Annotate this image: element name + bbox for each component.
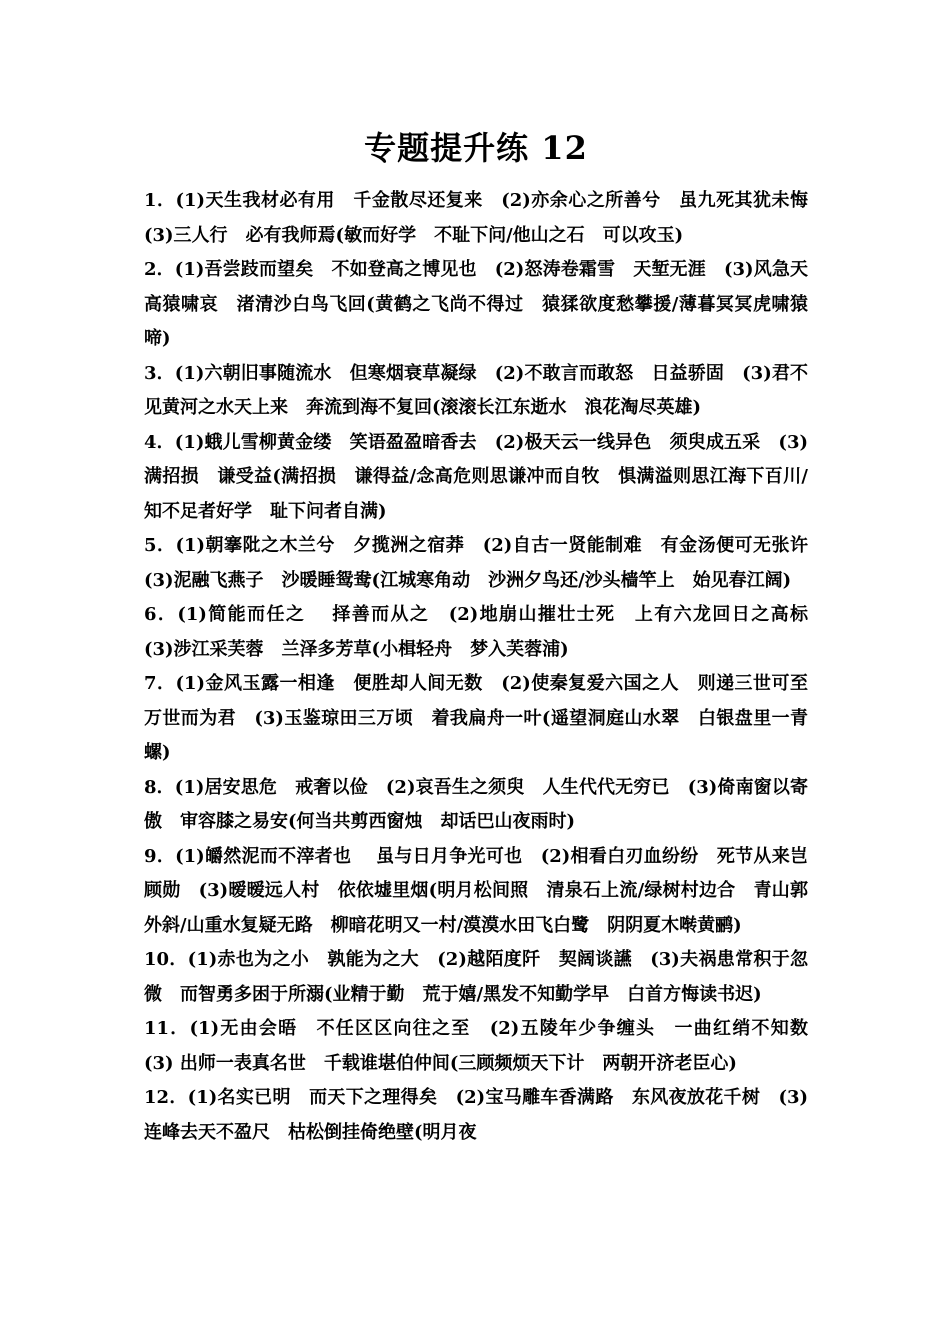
page-title: 专题提升练 12 xyxy=(364,129,588,167)
answer-item-2: 2．(1)吾尝跂而望矣 不如登高之博见也 (2)怒涛卷霜雪 天堑无涯 (3)风急天高猿啸哀 渚清沙白鸟飞回(黄鹤之飞尚不得过 猿猱欲度愁攀援/薄暮冥冥虎啸猿啼) xyxy=(144,259,808,349)
answer-item-4: 4．(1)蛾儿雪柳黄金缕 笑语盈盈暗香去 (2)极天云一线异色 须臾成五采 (3)满招损 谦受益(满招损 谦得益/念高危则思谦冲而自牧 惧满溢则思江海下百川/知不足者好学 耻下问者自满) xyxy=(144,431,808,522)
answer-item-1: 1．(1)天生我材必有用 千金散尽还复来 (2)亦余心之所善兮 虽九死其犹未悔 (3)三人行 必有我师焉(敏而好学 不耻下问/他山之石 可以攻玉) xyxy=(144,190,826,246)
document-page xyxy=(144,120,826,1150)
answer-item-7: 7．(1)金风玉露一相逢 便胜却人间无数 (2)使秦复爱六国之人 则递三世可至万世而为君 (3)玉鉴琼田三万顷 着我扁舟一叶(遥望洞庭山水翠 白银盘里一青螺) xyxy=(144,673,808,763)
answer-item-10: 10．(1)赤也为之小 孰能为之大 (2)越陌度阡 契阔谈讌 (3)夫祸患常积于忽微 而智勇多困于所溺(业精于勤 荒于嬉/黑发不知勤学早 白首方悔读书迟) xyxy=(144,949,808,1005)
answer-item-6: 6．(1)简能而任之 择善而从之 (2)地崩山摧壮士死 上有六龙回日之高标 (3)涉江采芙蓉 兰泽多芳草(小楫轻舟 梦入芙蓉浦) xyxy=(144,604,826,660)
answer-item-9: 9．(1)皭然泥而不滓者也 虽与日月争光可也 (2)相看白刃血纷纷 死节从来岂顾勋 (3)暧暧远人村 依依墟里烟(明月松间照 清泉石上流/绿树村边合 青山郭外斜/山重水复疑无路 柳暗花明又一村/漠漠水田飞白鹭 阴阴夏木啭黄鹂) xyxy=(144,845,808,936)
answer-list xyxy=(144,184,826,1150)
answer-item-5: 5．(1)朝搴阰之木兰兮 夕揽洲之宿莽 (2)自古一贤能制难 有金汤便可无张许 (3)泥融飞燕子 沙暖睡鸳鸯(江城寒角动 沙洲夕鸟还/沙头樯竿上 始见春江阔) xyxy=(144,535,826,591)
answer-item-3: 3．(1)六朝旧事随流水 但寒烟衰草凝绿 (2)不敢言而敢怒 日益骄固 (3)君不见黄河之水天上来 奔流到海不复回(滚滚长江东逝水 浪花淘尽英雄) xyxy=(144,362,808,418)
answer-item-8: 8．(1)居安思危 戒奢以俭 (2)哀吾生之须臾 人生代代无穷已 (3)倚南窗以寄傲 审容膝之易安(何当共剪西窗烛 却话巴山夜雨时) xyxy=(144,776,808,832)
answer-item-12: 12．(1)名实已明 而天下之理得矣 (2)宝马雕车香满路 东风夜放花千树 (3)连峰去天不盈尺 枯松倒挂倚绝壁(明月夜 xyxy=(144,1087,808,1143)
answer-item-11: 11．(1)无由会晤 不任区区向往之至 (2)五陵年少争缠头 一曲红绡不知数 (3) 出师一表真名世 千载谁堪伯仲间(三顾频烦天下计 两朝开济老臣心) xyxy=(144,1018,826,1074)
